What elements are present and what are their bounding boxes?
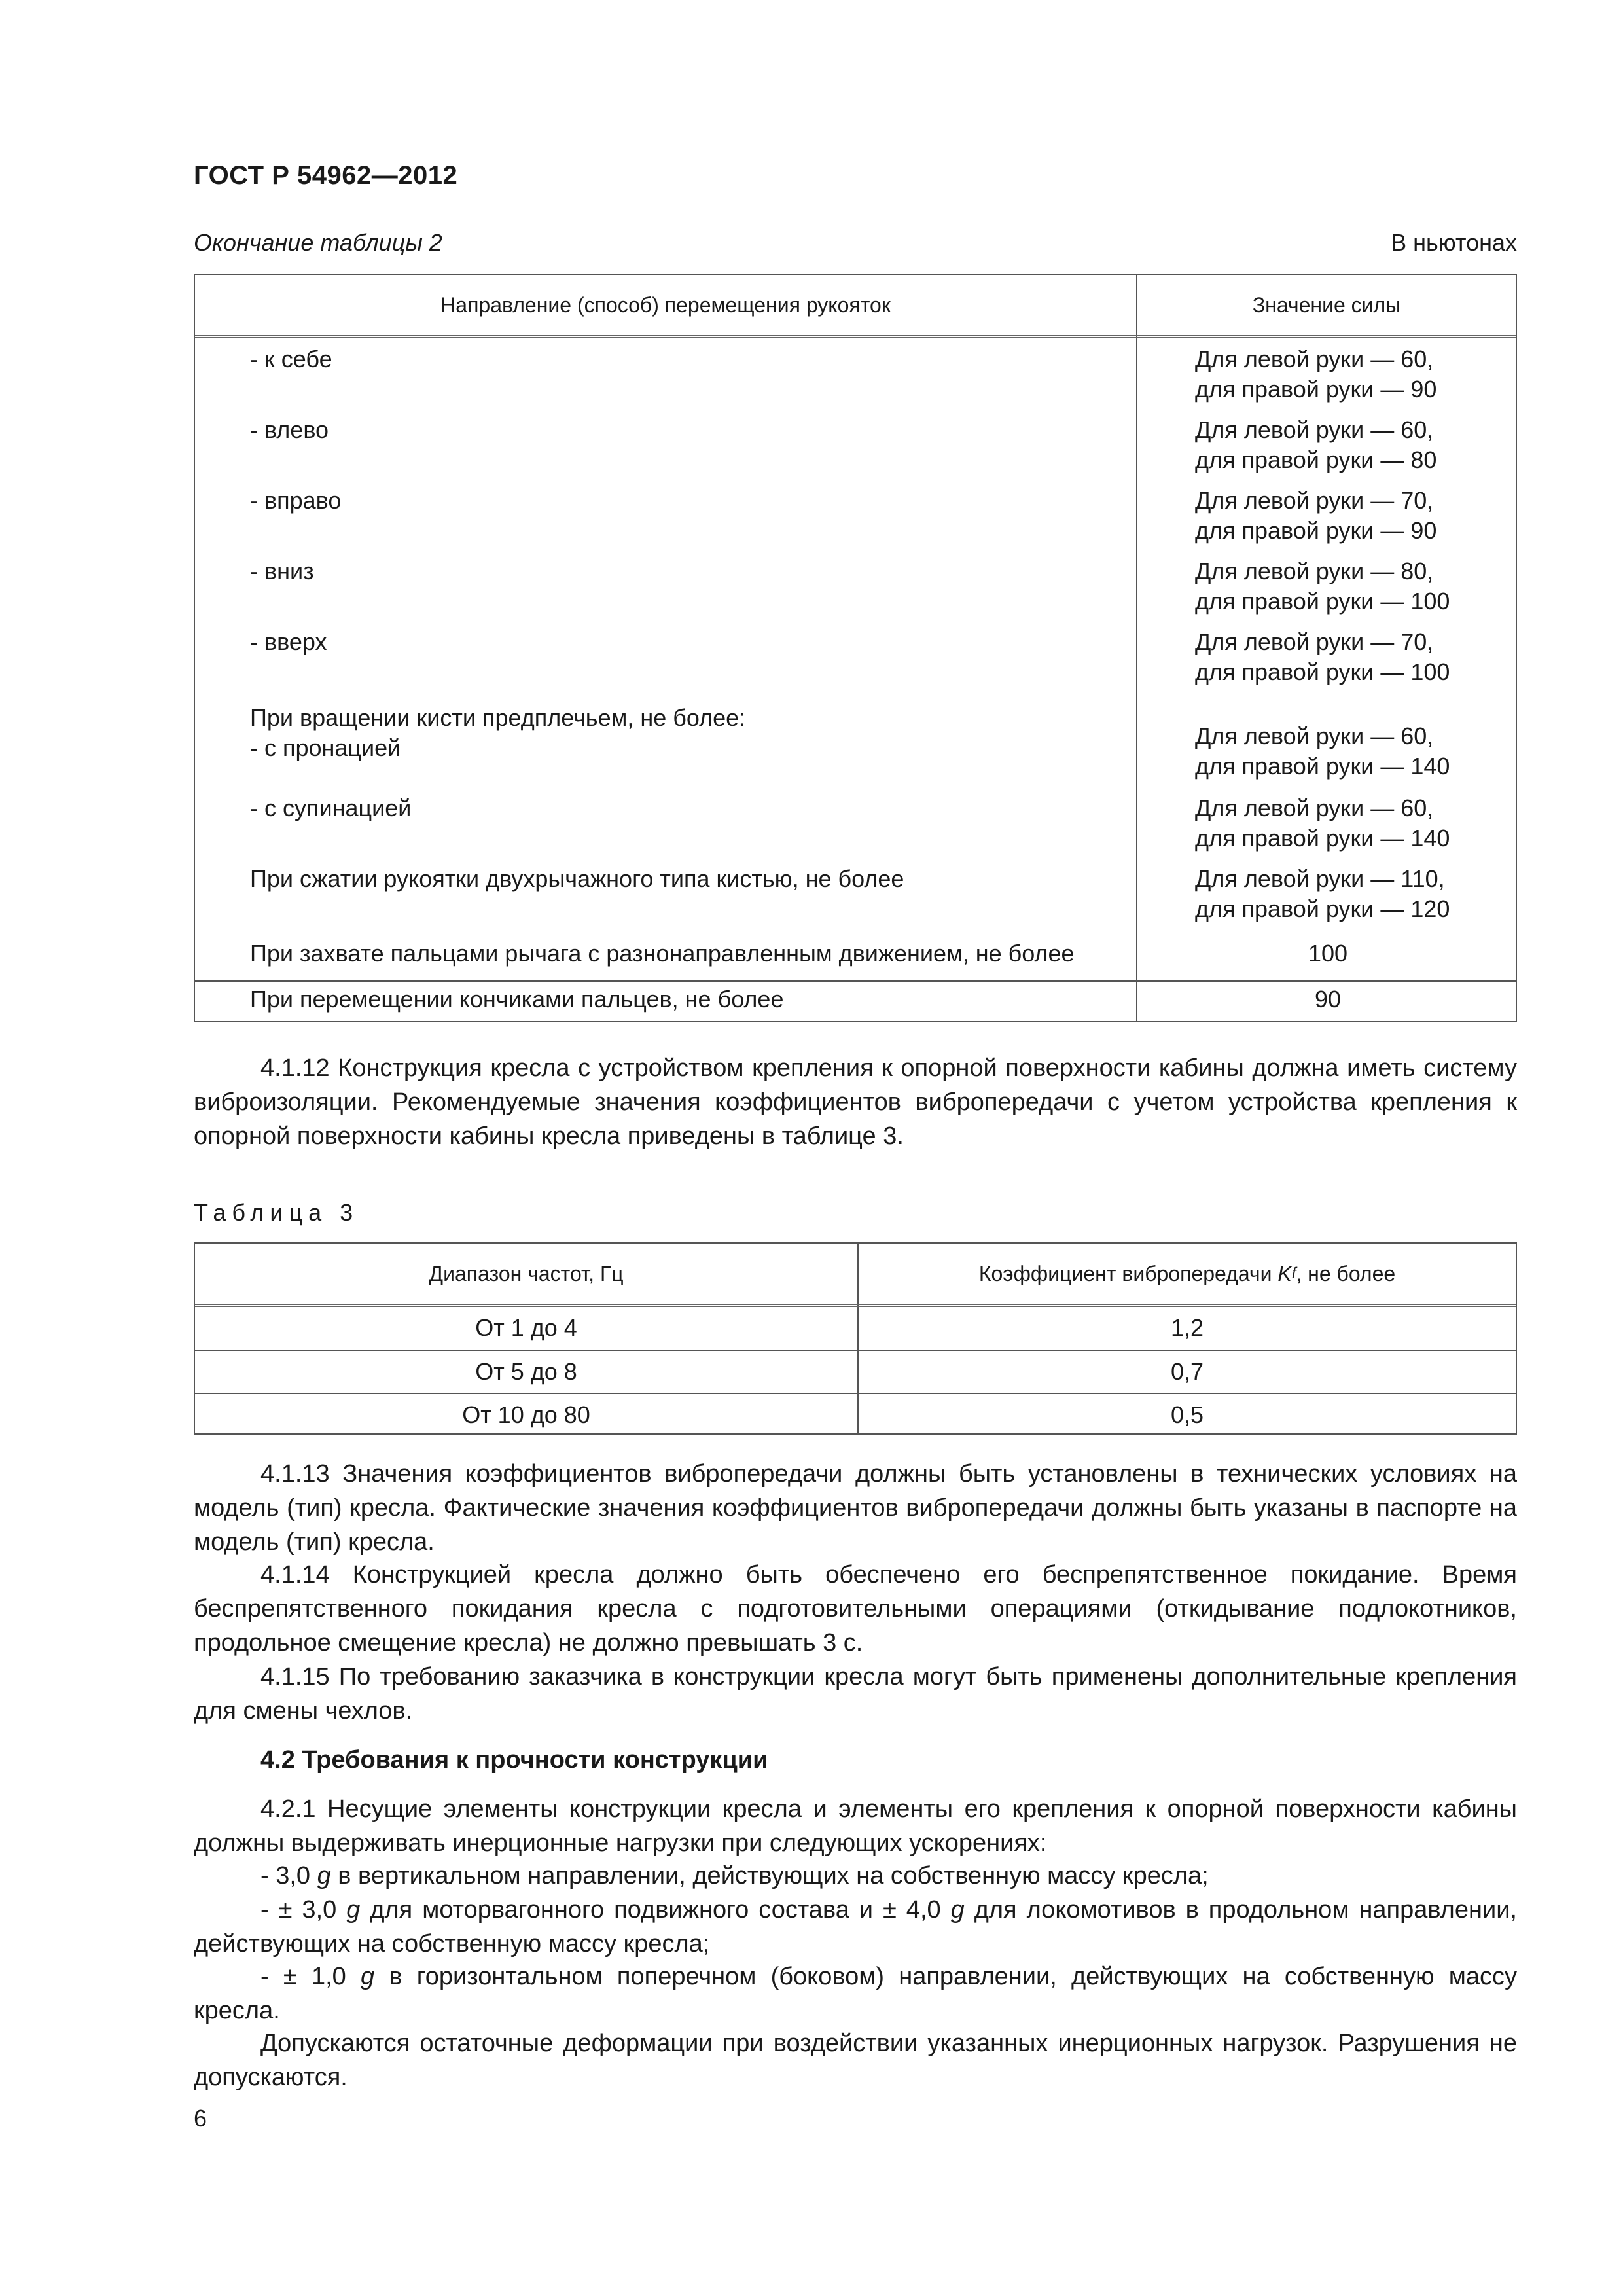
table2-row-value-right: для правой руки — 120	[1195, 895, 1450, 922]
table2-header-direction: Направление (способ) перемещения рукояток	[440, 293, 891, 317]
row-divider	[195, 980, 1516, 982]
table2-row-value-left: Для левой руки — 60,	[1195, 346, 1434, 372]
table2-row-value-right: для правой руки — 90	[1195, 517, 1437, 544]
table2-row-direction: - вправо	[250, 487, 342, 514]
acceleration-symbol: g	[950, 1896, 965, 1924]
paragraph-deformation: Допускаются остаточные деформации при воздействии указанных инерционных нагрузок. Разрушения не допускаются.	[194, 2030, 1517, 2091]
table-2	[194, 274, 1517, 1022]
bullet-lateral	[194, 1960, 1517, 2028]
table2-row-direction: При перемещении кончиками пальцев, не более	[250, 986, 784, 1013]
bullet-longitudinal	[194, 1893, 1517, 1961]
bullet-text: - 3,0	[260, 1862, 317, 1890]
acceleration-symbol: g	[360, 1963, 375, 1990]
column-divider	[1136, 275, 1137, 1021]
table2-row-subdirection: - с пронацией	[250, 734, 401, 761]
table2-row-value: 90	[1314, 986, 1342, 1013]
page-number: 6	[194, 2105, 207, 2132]
paragraph-4-1-14: 4.1.14 Конструкцией кресла должно быть обеспечено его беспрепятственное покидание. Время беспрепятственного покидания кресла с подготовительными операциями (откидывание подлокотников, продольное смещение кресла) не должно превышать 3 с.	[194, 1561, 1517, 1657]
table2-row-direction: - влево	[250, 416, 329, 443]
paragraph-4-1-15: 4.1.15 По требованию заказчика в конструкции кресла могут быть применены дополнительные крепления для смены чехлов.	[194, 1663, 1517, 1725]
table2-row-value-left: Для левой руки — 60,	[1195, 795, 1434, 821]
bullet-text: в вертикальном направлении, действующих на собственную массу кресла;	[330, 1862, 1209, 1890]
acceleration-symbol: g	[346, 1896, 361, 1924]
table3-row-range: От 5 до 8	[475, 1358, 577, 1385]
table2-row-value-left: Для левой руки — 60,	[1195, 723, 1434, 749]
coefficient-label: Коэффициент вибропередачи	[978, 1261, 1272, 1285]
table2-row-value-right: для правой руки — 90	[1195, 376, 1437, 403]
table2-row-direction: - к себе	[250, 346, 332, 372]
section-heading-4-2: 4.2 Требования к прочности конструкции	[260, 1746, 768, 1774]
table3-row-range: От 1 до 4	[475, 1314, 577, 1341]
table2-row-direction: При вращении кисти предплечьем, не более:	[250, 704, 746, 731]
bullet-text: в горизонтальном поперечном (боковом) направлении, действующих на собственную массу кресла.	[194, 1963, 1517, 2024]
table3-row-range: От 10 до 80	[462, 1401, 590, 1428]
table2-row-direction: - с супинацией	[250, 795, 412, 821]
table2-row-value-right: для правой руки — 140	[1195, 753, 1450, 780]
coefficient-symbol: K	[1277, 1261, 1292, 1285]
paragraph-4-2-1: 4.2.1 Несущие элементы конструкции кресла и элементы его крепления к опорной поверхности кабины должны выдерживать инерционные нагрузки при следующих ускорениях:	[194, 1795, 1517, 1857]
bullet-vertical	[194, 1859, 1517, 1893]
table3-caption: Таблица 3	[194, 1199, 359, 1226]
table2-row-value: 100	[1308, 940, 1348, 967]
table3-row-coefficient: 1,2	[1170, 1314, 1204, 1341]
table2-row-value-right: для правой руки — 100	[1195, 658, 1450, 685]
table-3	[194, 1242, 1517, 1435]
table2-row-value-left: Для левой руки — 110,	[1195, 865, 1445, 892]
table2-units: В ньютонах	[1391, 229, 1517, 256]
bullet-text: - ± 1,0	[260, 1963, 361, 1990]
table2-row-direction: При захвате пальцами рычага с разнонаправленным движением, не более	[250, 940, 1075, 967]
table2-row-value-left: Для левой руки — 60,	[1195, 416, 1434, 443]
table2-caption: Окончание таблицы 2	[194, 229, 442, 256]
table3-row-coefficient: 0,5	[1170, 1401, 1204, 1428]
table2-row-direction: - вниз	[250, 558, 314, 584]
table2-row-value-left: Для левой руки — 80,	[1195, 558, 1434, 584]
bullet-text: для локомотивов в продольном направлении, действующих на собственную массу кресла;	[194, 1896, 1517, 1958]
table2-row-value-right: для правой руки — 80	[1195, 446, 1437, 473]
table2-row-direction: При сжатии рукоятки двухрычажного типа кистью, не более	[250, 865, 904, 892]
bullet-text: - ± 3,0	[260, 1896, 347, 1924]
table2-row-value-right: для правой руки — 100	[1195, 588, 1450, 615]
acceleration-symbol: g	[317, 1862, 331, 1890]
table3-header-coefficient	[859, 1244, 1516, 1304]
document-header: ГОСТ Р 54962—2012	[194, 161, 458, 190]
table2-row-direction: - вверх	[250, 628, 327, 655]
table2-header-value: Значение силы	[1252, 293, 1401, 317]
bullet-text: для моторвагонного подвижного состава и ± 4,0	[360, 1896, 951, 1924]
table2-row-value-right: для правой руки — 140	[1195, 825, 1450, 852]
table2-row-value-left: Для левой руки — 70,	[1195, 628, 1434, 655]
paragraph-4-1-12: 4.1.12 Конструкция кресла с устройством крепления к опорной поверхности кабины должна иметь систему виброизоляции. Рекомендуемые значения коэффициентов вибропередачи с учетом устройства крепления к опорной поверхности кабины кресла приведены в таблице 3.	[194, 1054, 1517, 1150]
table3-header-range: Диапазон частот, Гц	[429, 1261, 624, 1285]
table2-row-value-left: Для левой руки — 70,	[1195, 487, 1434, 514]
table3-row-coefficient: 0,7	[1170, 1358, 1204, 1385]
header-divider	[195, 335, 1516, 338]
coefficient-subscript: f	[1291, 1265, 1296, 1282]
coefficient-suffix: , не более	[1296, 1261, 1396, 1285]
paragraph-4-1-13: 4.1.13 Значения коэффициентов вибропередачи должны быть установлены в технических условиях на модель (тип) кресла. Фактические значения коэффициентов вибропередачи должны быть указаны в паспорте на модель (тип) кресла.	[194, 1460, 1517, 1556]
